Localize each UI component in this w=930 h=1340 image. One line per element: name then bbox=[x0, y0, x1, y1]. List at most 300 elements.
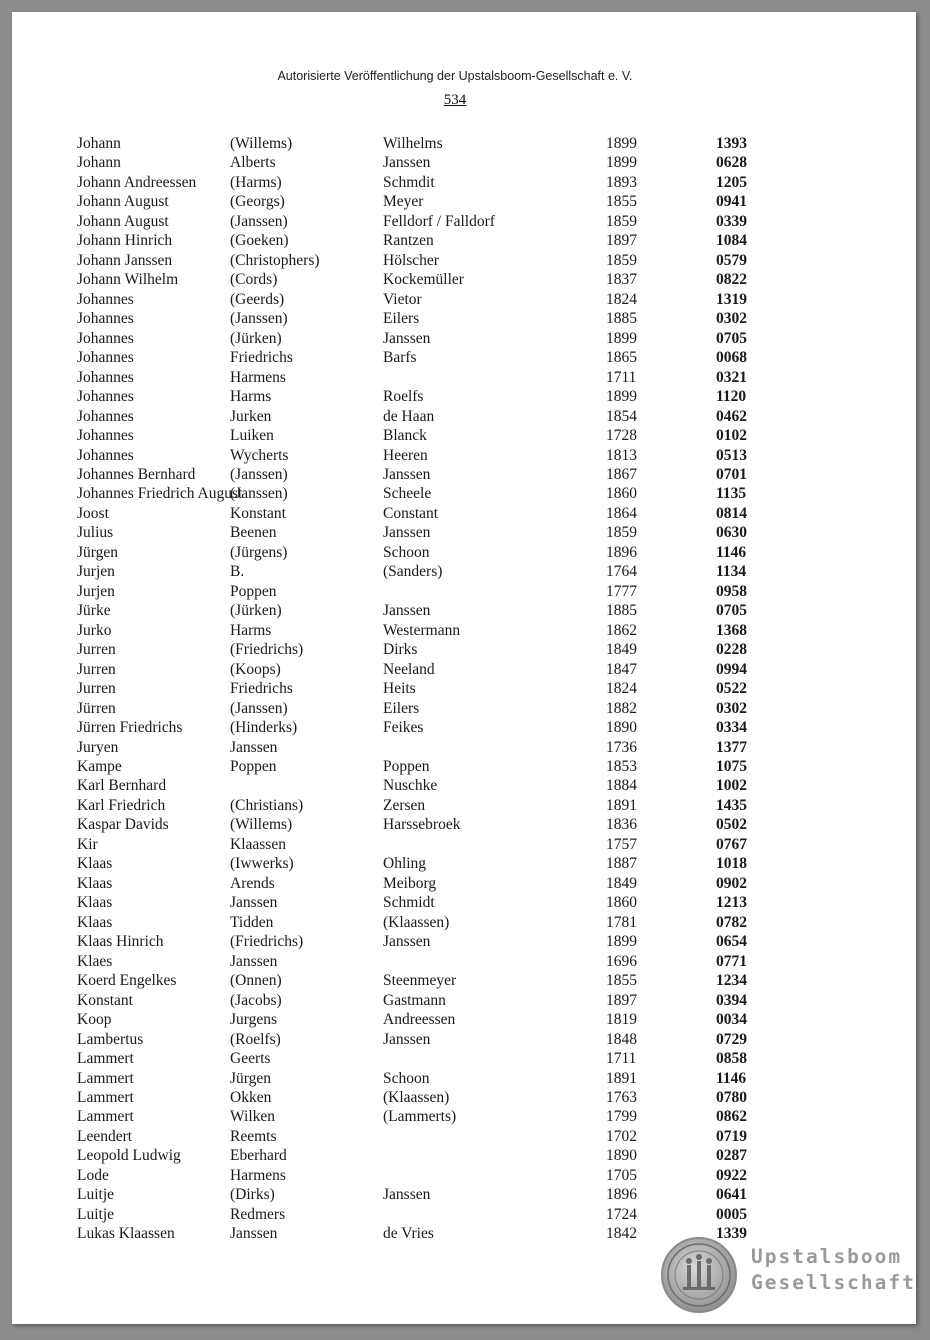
patronymic-cell: Reemts bbox=[230, 1127, 277, 1145]
record-number-cell: 0502 bbox=[716, 816, 747, 834]
patronymic-cell: (Jacobs) bbox=[230, 991, 282, 1009]
given-name-cell: Jürren bbox=[77, 699, 116, 717]
patronymic-cell: (Janssen) bbox=[230, 212, 288, 230]
patronymic-cell: (Koops) bbox=[230, 660, 281, 678]
surname-cell: Janssen bbox=[383, 329, 431, 347]
patronymic-cell: Luiken bbox=[230, 427, 274, 445]
year-cell: 1711 bbox=[606, 368, 637, 386]
given-name-cell: Johannes bbox=[77, 368, 134, 386]
table-row bbox=[12, 815, 916, 834]
year-cell: 1837 bbox=[606, 271, 637, 289]
surname-cell: Poppen bbox=[383, 758, 430, 775]
table-row bbox=[12, 718, 916, 737]
surname-cell: Blanck bbox=[383, 427, 427, 445]
record-number-cell: 0321 bbox=[716, 368, 747, 386]
table-row bbox=[12, 387, 916, 406]
year-cell: 1887 bbox=[606, 855, 637, 873]
year-cell: 1781 bbox=[606, 913, 637, 931]
record-number-cell: 1002 bbox=[716, 777, 747, 795]
patronymic-cell: Poppen bbox=[230, 582, 277, 600]
given-name-cell: Johannes bbox=[77, 290, 134, 308]
record-number-cell: 0339 bbox=[716, 212, 747, 230]
table-row bbox=[12, 1127, 916, 1146]
patronymic-cell: Harms bbox=[230, 621, 272, 639]
patronymic-cell: (Christophers) bbox=[230, 251, 320, 269]
record-number-cell: 0579 bbox=[716, 251, 747, 269]
record-number-cell: 0068 bbox=[716, 349, 747, 367]
given-name-cell: Jürren Friedrichs bbox=[77, 719, 183, 737]
surname-cell: (Sanders) bbox=[383, 563, 443, 581]
surname-cell: Heeren bbox=[383, 446, 428, 464]
record-number-cell: 1135 bbox=[716, 485, 747, 503]
given-name-cell: Lukas Klaassen bbox=[77, 1225, 175, 1243]
patronymic-cell: Okken bbox=[230, 1088, 272, 1106]
record-number-cell: 0902 bbox=[716, 874, 747, 892]
year-cell: 1819 bbox=[606, 1011, 637, 1029]
surname-cell: de Haan bbox=[383, 407, 435, 425]
surname-cell: Andreessen bbox=[383, 1011, 456, 1029]
year-cell: 1849 bbox=[606, 641, 637, 659]
table-row bbox=[12, 952, 916, 971]
table-row bbox=[12, 173, 916, 192]
record-number-cell: 1435 bbox=[716, 796, 747, 814]
record-number-cell: 1234 bbox=[716, 972, 747, 990]
table-row bbox=[12, 991, 916, 1010]
record-number-cell: 0822 bbox=[716, 271, 747, 289]
given-name-cell: Koop bbox=[77, 1011, 112, 1029]
patronymic-cell: Janssen bbox=[230, 1225, 278, 1243]
record-number-cell: 0771 bbox=[716, 952, 747, 970]
table-row bbox=[12, 1107, 916, 1126]
year-cell: 1824 bbox=[606, 680, 637, 698]
surname-cell: Hölscher bbox=[383, 251, 439, 269]
table-row bbox=[12, 348, 916, 367]
table-row bbox=[12, 134, 916, 153]
given-name-cell: Klaas bbox=[77, 855, 113, 873]
given-name-cell: Luitje bbox=[77, 1205, 115, 1223]
surname-cell: Neeland bbox=[383, 660, 435, 678]
page-header: Autorisierte Veröffentlichung der Upstalsboom-Gesellschaft e. V. bbox=[277, 69, 633, 83]
year-cell: 1824 bbox=[606, 290, 637, 308]
surname-cell: Rantzen bbox=[383, 232, 434, 250]
surname-cell: Kockemüller bbox=[383, 271, 464, 289]
table-row bbox=[12, 932, 916, 951]
table-row bbox=[12, 368, 916, 387]
surname-cell: Schoon bbox=[383, 1069, 430, 1087]
given-name-cell: Johann Wilhelm bbox=[77, 271, 179, 289]
given-name-cell: Juryen bbox=[77, 738, 119, 756]
record-number-cell: 0782 bbox=[716, 913, 747, 931]
year-cell: 1891 bbox=[606, 1069, 637, 1087]
table-row bbox=[12, 874, 916, 893]
patronymic-cell: (Cords) bbox=[230, 271, 278, 289]
year-cell: 1885 bbox=[606, 310, 637, 328]
surname-cell: Janssen bbox=[383, 933, 431, 951]
patronymic-cell: (Janssen) bbox=[230, 699, 288, 717]
patronymic-cell: Janssen bbox=[230, 894, 278, 912]
table-row bbox=[12, 153, 916, 172]
year-cell: 1859 bbox=[606, 212, 637, 230]
patronymic-cell: (Jürken) bbox=[230, 602, 282, 620]
record-number-cell: 1120 bbox=[716, 388, 747, 406]
table-row bbox=[12, 504, 916, 523]
surname-cell: Westermann bbox=[383, 621, 461, 639]
year-cell: 1899 bbox=[606, 933, 637, 951]
patronymic-cell: Jurken bbox=[230, 407, 272, 425]
patronymic-cell: (Hinderks) bbox=[230, 719, 298, 737]
year-cell: 1854 bbox=[606, 407, 637, 425]
table-row bbox=[12, 971, 916, 990]
logo-text-line2: Gesellschaft bbox=[751, 1271, 916, 1294]
table-row bbox=[12, 290, 916, 309]
record-number-cell: 0705 bbox=[716, 602, 747, 620]
given-name-cell: Johann bbox=[77, 135, 121, 152]
record-number-cell: 0630 bbox=[716, 524, 747, 542]
record-number-cell: 0814 bbox=[716, 504, 747, 522]
given-name-cell: Johann Hinrich bbox=[77, 232, 173, 250]
patronymic-cell: Wilken bbox=[230, 1108, 276, 1126]
year-cell: 1896 bbox=[606, 543, 637, 561]
table-row bbox=[12, 1010, 916, 1029]
record-number-cell: 1377 bbox=[716, 738, 747, 756]
given-name-cell: Johann Andreessen bbox=[77, 173, 197, 191]
year-cell: 1890 bbox=[606, 1147, 637, 1165]
given-name-cell: Lode bbox=[77, 1166, 109, 1184]
year-cell: 1884 bbox=[606, 777, 637, 795]
year-cell: 1848 bbox=[606, 1030, 637, 1048]
surname-cell: Janssen bbox=[383, 154, 431, 172]
year-cell: 1777 bbox=[606, 582, 637, 600]
table-row bbox=[12, 1049, 916, 1068]
patronymic-cell: Poppen bbox=[230, 758, 277, 775]
year-cell: 1860 bbox=[606, 894, 637, 912]
register-table bbox=[12, 134, 916, 1244]
given-name-cell: Johann Janssen bbox=[77, 251, 173, 269]
record-number-cell: 0958 bbox=[716, 582, 747, 600]
given-name-cell: Klaas bbox=[77, 894, 113, 912]
given-name-cell: Jurren bbox=[77, 660, 116, 678]
year-cell: 1899 bbox=[606, 154, 637, 172]
patronymic-cell: Tidden bbox=[230, 913, 274, 931]
year-cell: 1813 bbox=[606, 446, 637, 464]
patronymic-cell: (Janssen) bbox=[230, 465, 288, 483]
patronymic-cell: Geerts bbox=[230, 1050, 271, 1068]
year-cell: 1836 bbox=[606, 816, 637, 834]
given-name-cell: Jurren bbox=[77, 641, 116, 659]
record-number-cell: 1339 bbox=[716, 1225, 747, 1243]
surname-cell: Schmidt bbox=[383, 894, 435, 912]
surname-cell: Heits bbox=[383, 680, 416, 698]
given-name-cell: Lammert bbox=[77, 1108, 134, 1126]
year-cell: 1728 bbox=[606, 427, 637, 445]
year-cell: 1757 bbox=[606, 835, 637, 853]
table-row bbox=[12, 621, 916, 640]
logo-text-line1: Upstalsboom bbox=[751, 1245, 903, 1268]
patronymic-cell: Jurgens bbox=[230, 1011, 278, 1029]
record-number-cell: 1146 bbox=[716, 543, 747, 561]
table-row bbox=[12, 484, 916, 503]
record-number-cell: 1213 bbox=[716, 894, 747, 912]
table-row bbox=[12, 640, 916, 659]
record-number-cell: 0102 bbox=[716, 427, 747, 445]
year-cell: 1849 bbox=[606, 874, 637, 892]
record-number-cell: 0302 bbox=[716, 699, 747, 717]
record-number-cell: 0705 bbox=[716, 329, 747, 347]
surname-cell: Roelfs bbox=[383, 388, 424, 406]
record-number-cell: 0302 bbox=[716, 310, 747, 328]
year-cell: 1899 bbox=[606, 329, 637, 347]
year-cell: 1899 bbox=[606, 135, 637, 152]
given-name-cell: Lammert bbox=[77, 1069, 134, 1087]
record-number-cell: 0005 bbox=[716, 1205, 747, 1223]
surname-cell: Schoon bbox=[383, 543, 430, 561]
table-row bbox=[12, 212, 916, 231]
surname-cell: Meyer bbox=[383, 193, 424, 211]
patronymic-cell: Beenen bbox=[230, 524, 277, 542]
given-name-cell: Koerd Engelkes bbox=[77, 972, 177, 990]
given-name-cell: Leendert bbox=[77, 1127, 133, 1145]
table-row bbox=[12, 1205, 916, 1224]
table-row bbox=[12, 270, 916, 289]
patronymic-cell: Harmens bbox=[230, 1166, 286, 1184]
surname-cell: de Vries bbox=[383, 1225, 434, 1243]
patronymic-cell: (Georgs) bbox=[230, 193, 285, 211]
given-name-cell: Johannes bbox=[77, 427, 134, 445]
given-name-cell: Kaspar Davids bbox=[77, 816, 169, 834]
given-name-cell: Johannes bbox=[77, 349, 134, 367]
table-row bbox=[12, 309, 916, 328]
patronymic-cell: (Jürgens) bbox=[230, 543, 288, 561]
year-cell: 1724 bbox=[606, 1205, 637, 1223]
patronymic-cell: Klaassen bbox=[230, 835, 286, 853]
patronymic-cell: (Jürken) bbox=[230, 329, 282, 347]
record-number-cell: 0287 bbox=[716, 1147, 747, 1165]
given-name-cell: Konstant bbox=[77, 991, 133, 1009]
record-number-cell: 0034 bbox=[716, 1011, 747, 1029]
year-cell: 1865 bbox=[606, 349, 637, 367]
record-number-cell: 0858 bbox=[716, 1050, 747, 1068]
patronymic-cell: (Dirks) bbox=[230, 1186, 275, 1204]
year-cell: 1891 bbox=[606, 796, 637, 814]
given-name-cell: Karl Friedrich bbox=[77, 796, 166, 814]
year-cell: 1763 bbox=[606, 1088, 637, 1106]
table-row bbox=[12, 835, 916, 854]
table-row bbox=[12, 854, 916, 873]
patronymic-cell: Friedrichs bbox=[230, 680, 293, 698]
patronymic-cell: (Iwwerks) bbox=[230, 855, 294, 873]
record-number-cell: 0994 bbox=[716, 660, 747, 678]
surname-cell: Eilers bbox=[383, 699, 420, 717]
surname-cell: Gastmann bbox=[383, 991, 446, 1009]
surname-cell: Meiborg bbox=[383, 874, 437, 892]
given-name-cell: Klaas Hinrich bbox=[77, 933, 164, 951]
year-cell: 1764 bbox=[606, 563, 637, 581]
table-row bbox=[12, 1069, 916, 1088]
table-row bbox=[12, 426, 916, 445]
surname-cell: Janssen bbox=[383, 1186, 431, 1204]
patronymic-cell: Alberts bbox=[230, 154, 276, 172]
given-name-cell: Luitje bbox=[77, 1186, 115, 1204]
year-cell: 1897 bbox=[606, 991, 637, 1009]
patronymic-cell: (Roelfs) bbox=[230, 1030, 281, 1048]
given-name-cell: Kampe bbox=[77, 758, 122, 775]
year-cell: 1853 bbox=[606, 758, 637, 775]
table-row bbox=[12, 543, 916, 562]
patronymic-cell: (Harms) bbox=[230, 173, 282, 191]
record-number-cell: 0228 bbox=[716, 641, 747, 659]
year-cell: 1855 bbox=[606, 193, 637, 211]
year-cell: 1859 bbox=[606, 524, 637, 542]
given-name-cell: Jürke bbox=[77, 602, 111, 620]
patronymic-cell: (Friedrichs) bbox=[230, 933, 304, 951]
year-cell: 1702 bbox=[606, 1127, 637, 1145]
table-row bbox=[12, 231, 916, 250]
year-cell: 1842 bbox=[606, 1225, 637, 1243]
given-name-cell: Johannes bbox=[77, 329, 134, 347]
year-cell: 1897 bbox=[606, 232, 637, 250]
given-name-cell: Jurjen bbox=[77, 563, 115, 581]
given-name-cell: Klaas bbox=[77, 913, 113, 931]
table-row bbox=[12, 757, 916, 776]
given-name-cell: Lambertus bbox=[77, 1030, 144, 1048]
record-number-cell: 1393 bbox=[716, 135, 747, 152]
record-number-cell: 0862 bbox=[716, 1108, 747, 1126]
record-number-cell: 0767 bbox=[716, 835, 747, 853]
patronymic-cell: Friedrichs bbox=[230, 349, 293, 367]
record-number-cell: 0641 bbox=[716, 1186, 747, 1204]
patronymic-cell: Wycherts bbox=[230, 446, 289, 464]
record-number-cell: 0729 bbox=[716, 1030, 747, 1048]
table-row bbox=[12, 738, 916, 757]
given-name-cell: Klaas bbox=[77, 874, 113, 892]
record-number-cell: 0522 bbox=[716, 680, 747, 698]
patronymic-cell: B. bbox=[230, 563, 245, 581]
table-row bbox=[12, 582, 916, 601]
year-cell: 1867 bbox=[606, 465, 637, 483]
table-row bbox=[12, 192, 916, 211]
table-row bbox=[12, 446, 916, 465]
given-name-cell: Johann bbox=[77, 154, 121, 172]
given-name-cell: Leopold Ludwig bbox=[77, 1147, 181, 1165]
record-number-cell: 0701 bbox=[716, 465, 747, 483]
record-number-cell: 0780 bbox=[716, 1088, 747, 1106]
surname-cell: Steenmeyer bbox=[383, 972, 457, 990]
surname-cell: (Klaassen) bbox=[383, 1088, 450, 1106]
patronymic-cell: (Willems) bbox=[230, 816, 293, 834]
surname-cell: Janssen bbox=[383, 465, 431, 483]
given-name-cell: Karl Bernhard bbox=[77, 777, 167, 795]
surname-cell: Scheele bbox=[383, 485, 432, 503]
given-name-cell: Johann August bbox=[77, 212, 169, 230]
surname-cell: Zersen bbox=[383, 796, 426, 814]
record-number-cell: 1018 bbox=[716, 855, 747, 873]
table-row bbox=[12, 776, 916, 795]
given-name-cell: Joost bbox=[77, 504, 109, 522]
record-number-cell: 0719 bbox=[716, 1127, 747, 1145]
surname-cell: Janssen bbox=[383, 602, 431, 620]
table-row bbox=[12, 796, 916, 815]
given-name-cell: Johann August bbox=[77, 193, 169, 211]
surname-cell: Janssen bbox=[383, 1030, 431, 1048]
surname-cell: Nuschke bbox=[383, 777, 438, 795]
table-row bbox=[12, 465, 916, 484]
patronymic-cell: (Geerds) bbox=[230, 290, 285, 308]
patronymic-cell: Janssen bbox=[230, 952, 278, 970]
given-name-cell: Johannes bbox=[77, 446, 134, 464]
document-page bbox=[12, 12, 916, 1324]
surname-cell: Wilhelms bbox=[383, 135, 443, 152]
year-cell: 1705 bbox=[606, 1166, 637, 1184]
patronymic-cell: (Janssen) bbox=[230, 310, 288, 328]
record-number-cell: 1084 bbox=[716, 232, 747, 250]
given-name-cell: Johannes Bernhard bbox=[77, 465, 196, 483]
given-name-cell: Jurren bbox=[77, 680, 116, 698]
patronymic-cell: Redmers bbox=[230, 1205, 286, 1223]
surname-cell: Ohling bbox=[383, 855, 427, 873]
table-row bbox=[12, 251, 916, 270]
patronymic-cell: Harmens bbox=[230, 368, 286, 386]
given-name-cell: Johannes Friedrich August bbox=[77, 485, 243, 503]
given-name-cell: Lammert bbox=[77, 1088, 134, 1106]
table-row bbox=[12, 1146, 916, 1165]
surname-cell: (Lammerts) bbox=[383, 1108, 457, 1126]
patronymic-cell: (Willems) bbox=[230, 135, 293, 152]
given-name-cell: Julius bbox=[77, 524, 114, 542]
table-row bbox=[12, 1166, 916, 1185]
table-row bbox=[12, 1088, 916, 1107]
year-cell: 1885 bbox=[606, 602, 637, 620]
table-row bbox=[12, 562, 916, 581]
patronymic-cell: Eberhard bbox=[230, 1147, 287, 1165]
page-number: 534 bbox=[443, 92, 467, 108]
record-number-cell: 1146 bbox=[716, 1069, 747, 1087]
year-cell: 1855 bbox=[606, 972, 637, 990]
surname-cell: Eilers bbox=[383, 310, 420, 328]
year-cell: 1859 bbox=[606, 251, 637, 269]
year-cell: 1893 bbox=[606, 173, 637, 191]
record-number-cell: 0334 bbox=[716, 719, 747, 737]
given-name-cell: Johannes bbox=[77, 388, 134, 406]
year-cell: 1711 bbox=[606, 1050, 637, 1068]
record-number-cell: 1368 bbox=[716, 621, 747, 639]
surname-cell: Barfs bbox=[383, 349, 417, 367]
surname-cell: Felldorf / Falldorf bbox=[383, 212, 495, 230]
given-name-cell: Jurjen bbox=[77, 582, 115, 600]
table-row bbox=[12, 601, 916, 620]
surname-cell: Feikes bbox=[383, 719, 424, 737]
surname-cell: Schmdit bbox=[383, 173, 435, 191]
table-row bbox=[12, 1185, 916, 1204]
patronymic-cell: Harms bbox=[230, 388, 272, 406]
patronymic-cell: Konstant bbox=[230, 504, 286, 522]
surname-cell: Constant bbox=[383, 504, 439, 522]
given-name-cell: Jürgen bbox=[77, 543, 119, 561]
record-number-cell: 0513 bbox=[716, 446, 747, 464]
patronymic-cell: (Onnen) bbox=[230, 972, 282, 990]
year-cell: 1864 bbox=[606, 504, 637, 522]
record-number-cell: 1205 bbox=[716, 173, 747, 191]
patronymic-cell: (Christians) bbox=[230, 796, 304, 814]
year-cell: 1736 bbox=[606, 738, 637, 756]
surname-cell: Harssebroek bbox=[383, 816, 461, 834]
table-row bbox=[12, 893, 916, 912]
patronymic-cell: (Janssen) bbox=[230, 485, 288, 503]
record-number-cell: 0462 bbox=[716, 407, 747, 425]
surname-cell: (Klaassen) bbox=[383, 913, 450, 931]
given-name-cell: Lammert bbox=[77, 1050, 134, 1068]
year-cell: 1860 bbox=[606, 485, 637, 503]
table-row bbox=[12, 407, 916, 426]
